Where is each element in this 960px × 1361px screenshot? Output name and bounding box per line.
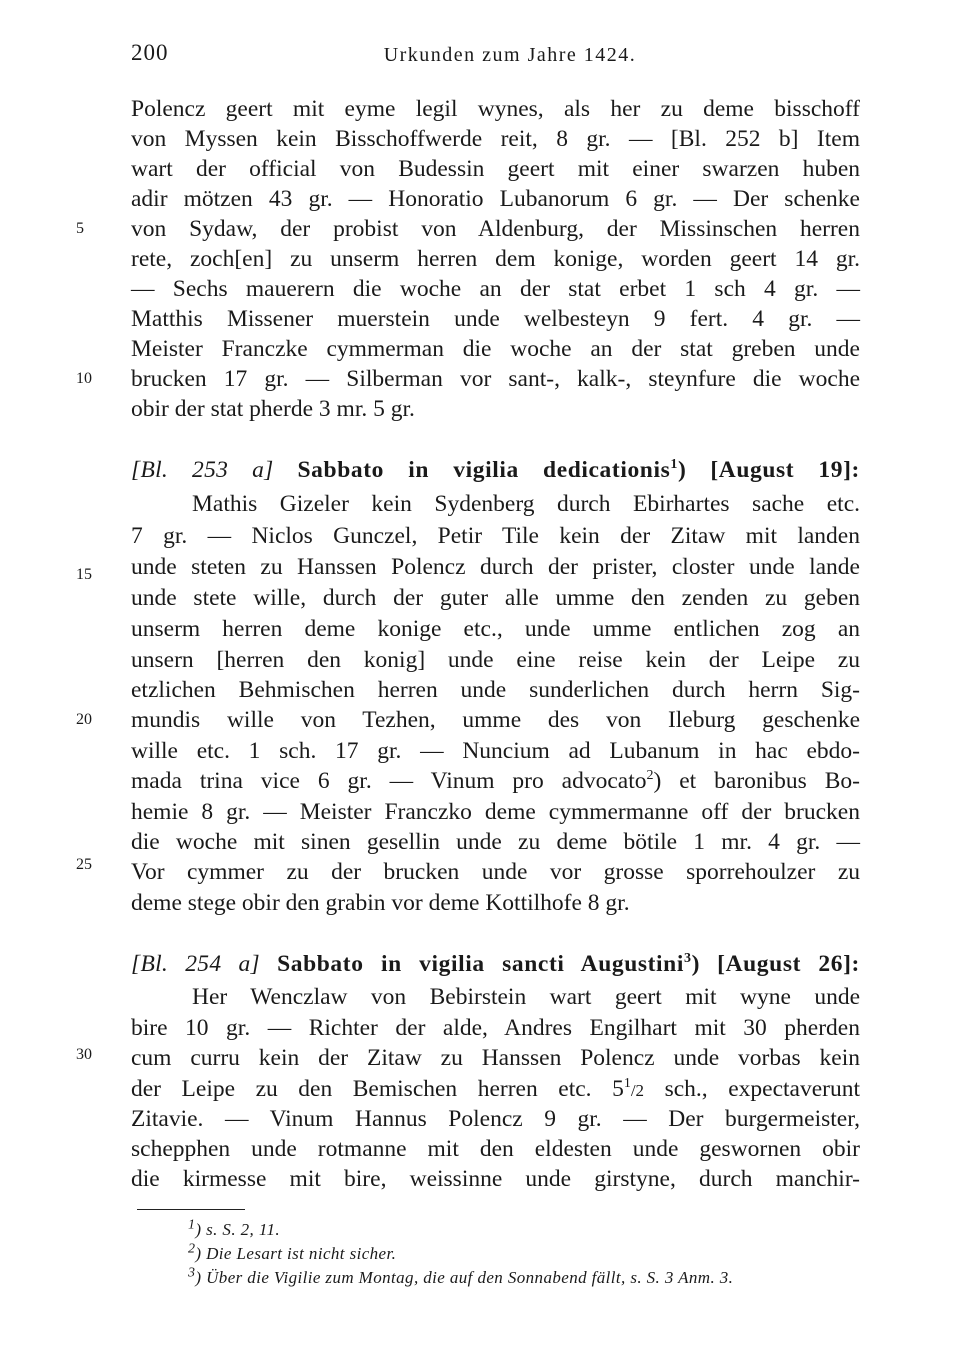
footnote-mark: 3 (683, 951, 692, 967)
text-line: mada trina vice 6 gr. — Vinum pro advocato$^2$) et baronibus Bo- (131, 768, 860, 794)
text-line: brucken 17 gr. — Silberman vor sant-, kalk-, steynfure die woche (131, 366, 860, 392)
text-line: wille etc. 1 sch. 17 gr. — Nuncium ad Lubanum in hac ebdo- (131, 738, 860, 764)
line-number: 25 (76, 856, 92, 873)
fraction-denominator: /2 (630, 1081, 645, 1100)
text-line: unde steten zu Hanssen Polencz durch der prister, closter unde lande (131, 554, 860, 580)
text-line: obir der stat pherde 3 mr. 5 gr. (131, 396, 415, 422)
footnote-divider (137, 1209, 245, 1210)
text-line: Mathis Gizeler kein Sydenberg durch Ebirhartes sache etc. (192, 491, 860, 517)
line-number: 30 (76, 1046, 92, 1063)
section-heading: [Bl. 253 a] Sabbato in vigilia dedicationis$^1$) [August 19]: (131, 457, 860, 483)
text-line: Her Wenczlaw von Bebirstein wart geert mit wyne unde (192, 984, 860, 1010)
folio-reference: [Bl. 254 a] (131, 951, 260, 977)
heading-date: [August 19]: (710, 457, 860, 483)
text-line: unserm herren deme konige etc., unde umme entlichen zog an (131, 616, 860, 642)
text-line: adir mötzen 43 gr. — Honoratio Lubanorum 6 gr. — Der schenke (131, 186, 860, 212)
text-line: Polencz geert mit eyme legil wynes, als her zu deme bisschoff (131, 96, 860, 122)
line-number: 10 (76, 370, 92, 387)
fraction-numerator: 1 (623, 1076, 631, 1092)
text-line: unde stete wille, durch der guter alle umme den zenden zu geben (131, 585, 860, 611)
running-title: Urkunden zum Jahre 1424. (383, 44, 637, 66)
text-line: Zitavie. — Vinum Hannus Polencz 9 gr. — Der burgermeister, (131, 1106, 860, 1132)
text-line: bire 10 gr. — Richter der alde, Andres Engilhart mit 30 pherden (131, 1015, 860, 1041)
text-line: cum curru kein der Zitaw zu Hanssen Polencz unde vorbas kein (131, 1045, 860, 1071)
heading-date: [August 26]: (717, 951, 860, 977)
text-line: 7 gr. — Niclos Gunczel, Petir Tile kein der Zitaw mit landen (131, 523, 860, 549)
heading-title: Sabbato in vigilia sancti Augustini (277, 951, 684, 977)
text-line: — Sechs mauerern die woche an der stat erbet 1 sch 4 gr. — (131, 276, 860, 302)
page-number: 200 (131, 40, 169, 65)
section-heading: [Bl. 254 a] Sabbato in vigilia sancti Augustini$^3$) [August 26]: (131, 951, 860, 977)
text-line: die woche mit sinen gesellin unde zu deme bötile 1 mr. 4 gr. — (131, 829, 860, 855)
footnote-mark: 1 (670, 457, 678, 473)
text-line: die kirmesse mit bire, weissinne unde girstyne, durch manchir- (131, 1166, 860, 1192)
text-line: Matthis Missener muerstein unde welbesteyn 9 fert. 4 gr. — (131, 306, 860, 332)
text-line: mundis wille von Tezhen, umme des von Ileburg geschenke (131, 707, 860, 733)
text-line: Vor cymmer zu der brucken unde vor grosse sporrehoulzer zu (131, 859, 860, 885)
line-number: 20 (76, 711, 92, 728)
text-line: Meister Franczke cymmerman die woche an der stat greben unde (131, 336, 860, 362)
text-line: etzlichen Behmischen herren unde sunderlichen durch herrn Sig- (131, 677, 860, 703)
text-line: wart der official von Budessin geert mit einer swarzen huben (131, 156, 860, 182)
line-number: 5 (76, 220, 84, 237)
footnote: $^1$) s. S. 2, 11. (188, 1217, 281, 1239)
text-line: von Myssen kein Bisschoffwerde reit, 8 gr. — [Bl. 252 b] Item (131, 126, 860, 152)
folio-reference: [Bl. 253 a] (131, 457, 274, 483)
footnote: $^2$) Die Lesart ist nicht sicher. (188, 1241, 397, 1263)
heading-title: Sabbato in vigilia dedicationis (297, 457, 671, 483)
footnote-mark: 2 (646, 768, 654, 784)
text-line: schepphen unde rotmanne mit den eldesten unde geswornen obir (131, 1136, 860, 1162)
text-line: von Sydaw, der probist von Aldenburg, der Missinschen herren (131, 216, 860, 242)
text-line: unsern [herren den konig] unde eine reise kein der Leipe zu (131, 647, 860, 673)
line-number: 15 (76, 566, 92, 583)
footnote: $^3$) Über die Vigilie zum Montag, die auf den Sonnabend fällt, s. S. 3 Anm. 3. (188, 1265, 734, 1287)
text-line: rete, zoch[en] zu unserm herren dem konige, worden geert 14 gr. (131, 246, 860, 272)
text-line: deme stege obir den grabin vor deme Kottilhofe 8 gr. (131, 890, 630, 916)
text-line: der Leipe zu den Bemischen herren etc. $5^1/2$ sch., expectaverunt (131, 1076, 860, 1102)
text-line: hemie 8 gr. — Meister Franczko deme cymmermanne off der brucken (131, 799, 860, 825)
